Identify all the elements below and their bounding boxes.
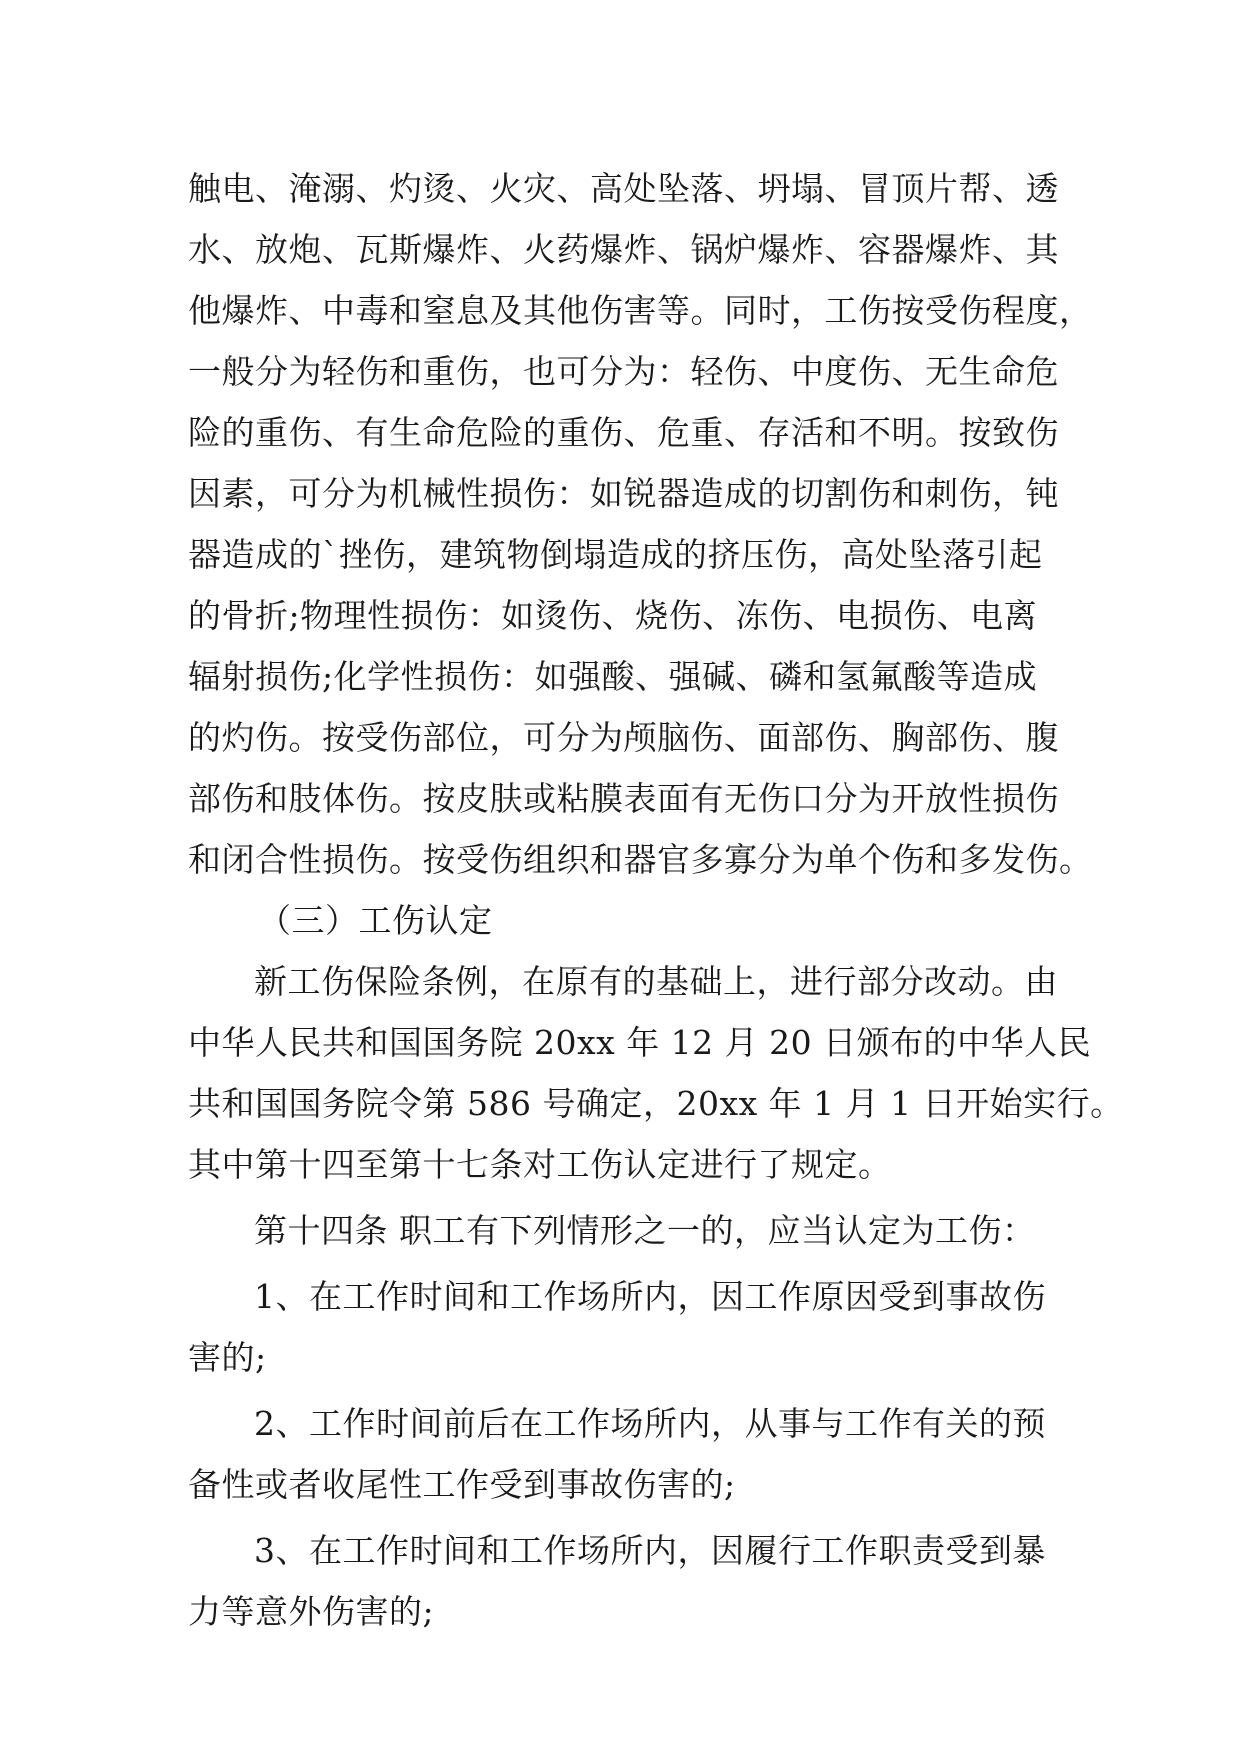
- body-line: 水、放炮、瓦斯爆炸、火药爆炸、锅炉爆炸、容器爆炸、其: [188, 230, 1059, 269]
- list-item-2-line: 2、工作时间前后在工作场所内，从事与工作有关的预: [254, 1404, 1046, 1443]
- list-item-1-continuation: 害的;: [188, 1338, 267, 1377]
- body-line: 器造成的`挫伤，建筑物倒塌造成的挤压伤，高处坠落引起: [188, 535, 1043, 574]
- body-line: 触电、淹溺、灼烫、火灾、高处坠落、坍塌、冒顶片帮、透: [188, 169, 1059, 208]
- body-line: 因素，可分为机械性损伤：如锐器造成的切割伤和刺伤，钝: [188, 474, 1059, 513]
- body-line: 中华人民共和国国务院 20xx 年 12 月 20 日颁布的中华人民: [188, 1023, 1092, 1062]
- body-line: 的灼伤。按受伤部位，可分为颅脑伤、面部伤、胸部伤、腹: [188, 718, 1059, 757]
- paragraph-first-line: 新工伤保险条例，在原有的基础上，进行部分改动。由: [254, 962, 1058, 1001]
- body-line: 一般分为轻伤和重伤，也可分为：轻伤、中度伤、无生命危: [188, 352, 1059, 391]
- body-line: 他爆炸、中毒和窒息及其他伤害等。同时，工伤按受伤程度，: [188, 291, 1093, 330]
- body-line: 险的重伤、有生命危险的重伤、危重、存活和不明。按致伤: [188, 413, 1059, 452]
- body-line: 部伤和肢体伤。按皮肤或粘膜表面有无伤口分为开放性损伤: [188, 779, 1059, 818]
- list-item-1-line: 1、在工作时间和工作场所内，因工作原因受到事故伤: [254, 1277, 1046, 1316]
- list-item-3-continuation: 力等意外伤害的;: [188, 1592, 435, 1631]
- body-line: 辐射损伤;化学性损伤：如强酸、强碱、磷和氢氟酸等造成: [188, 657, 1038, 696]
- list-item-3-line: 3、在工作时间和工作场所内，因履行工作职责受到暴: [254, 1531, 1046, 1570]
- body-line: 和闭合性损伤。按受伤组织和器官多寡分为单个伤和多发伤。: [188, 840, 1093, 879]
- body-line: 其中第十四至第十七条对工伤认定进行了规定。: [188, 1145, 892, 1184]
- section-heading: （三）工伤认定: [258, 901, 493, 940]
- list-item-2-continuation: 备性或者收尾性工作受到事故伤害的;: [188, 1465, 736, 1504]
- body-line: 共和国国务院令第 586 号确定，20xx 年 1 月 1 日开始实行。: [188, 1084, 1124, 1123]
- article-heading: 第十四条 职工有下列情形之一的，应当认定为工伤：: [254, 1211, 1036, 1250]
- document-body: [188, 158, 1124, 1642]
- body-line: 的骨折;物理性损伤：如烫伤、烧伤、冻伤、电损伤、电离: [188, 596, 1038, 635]
